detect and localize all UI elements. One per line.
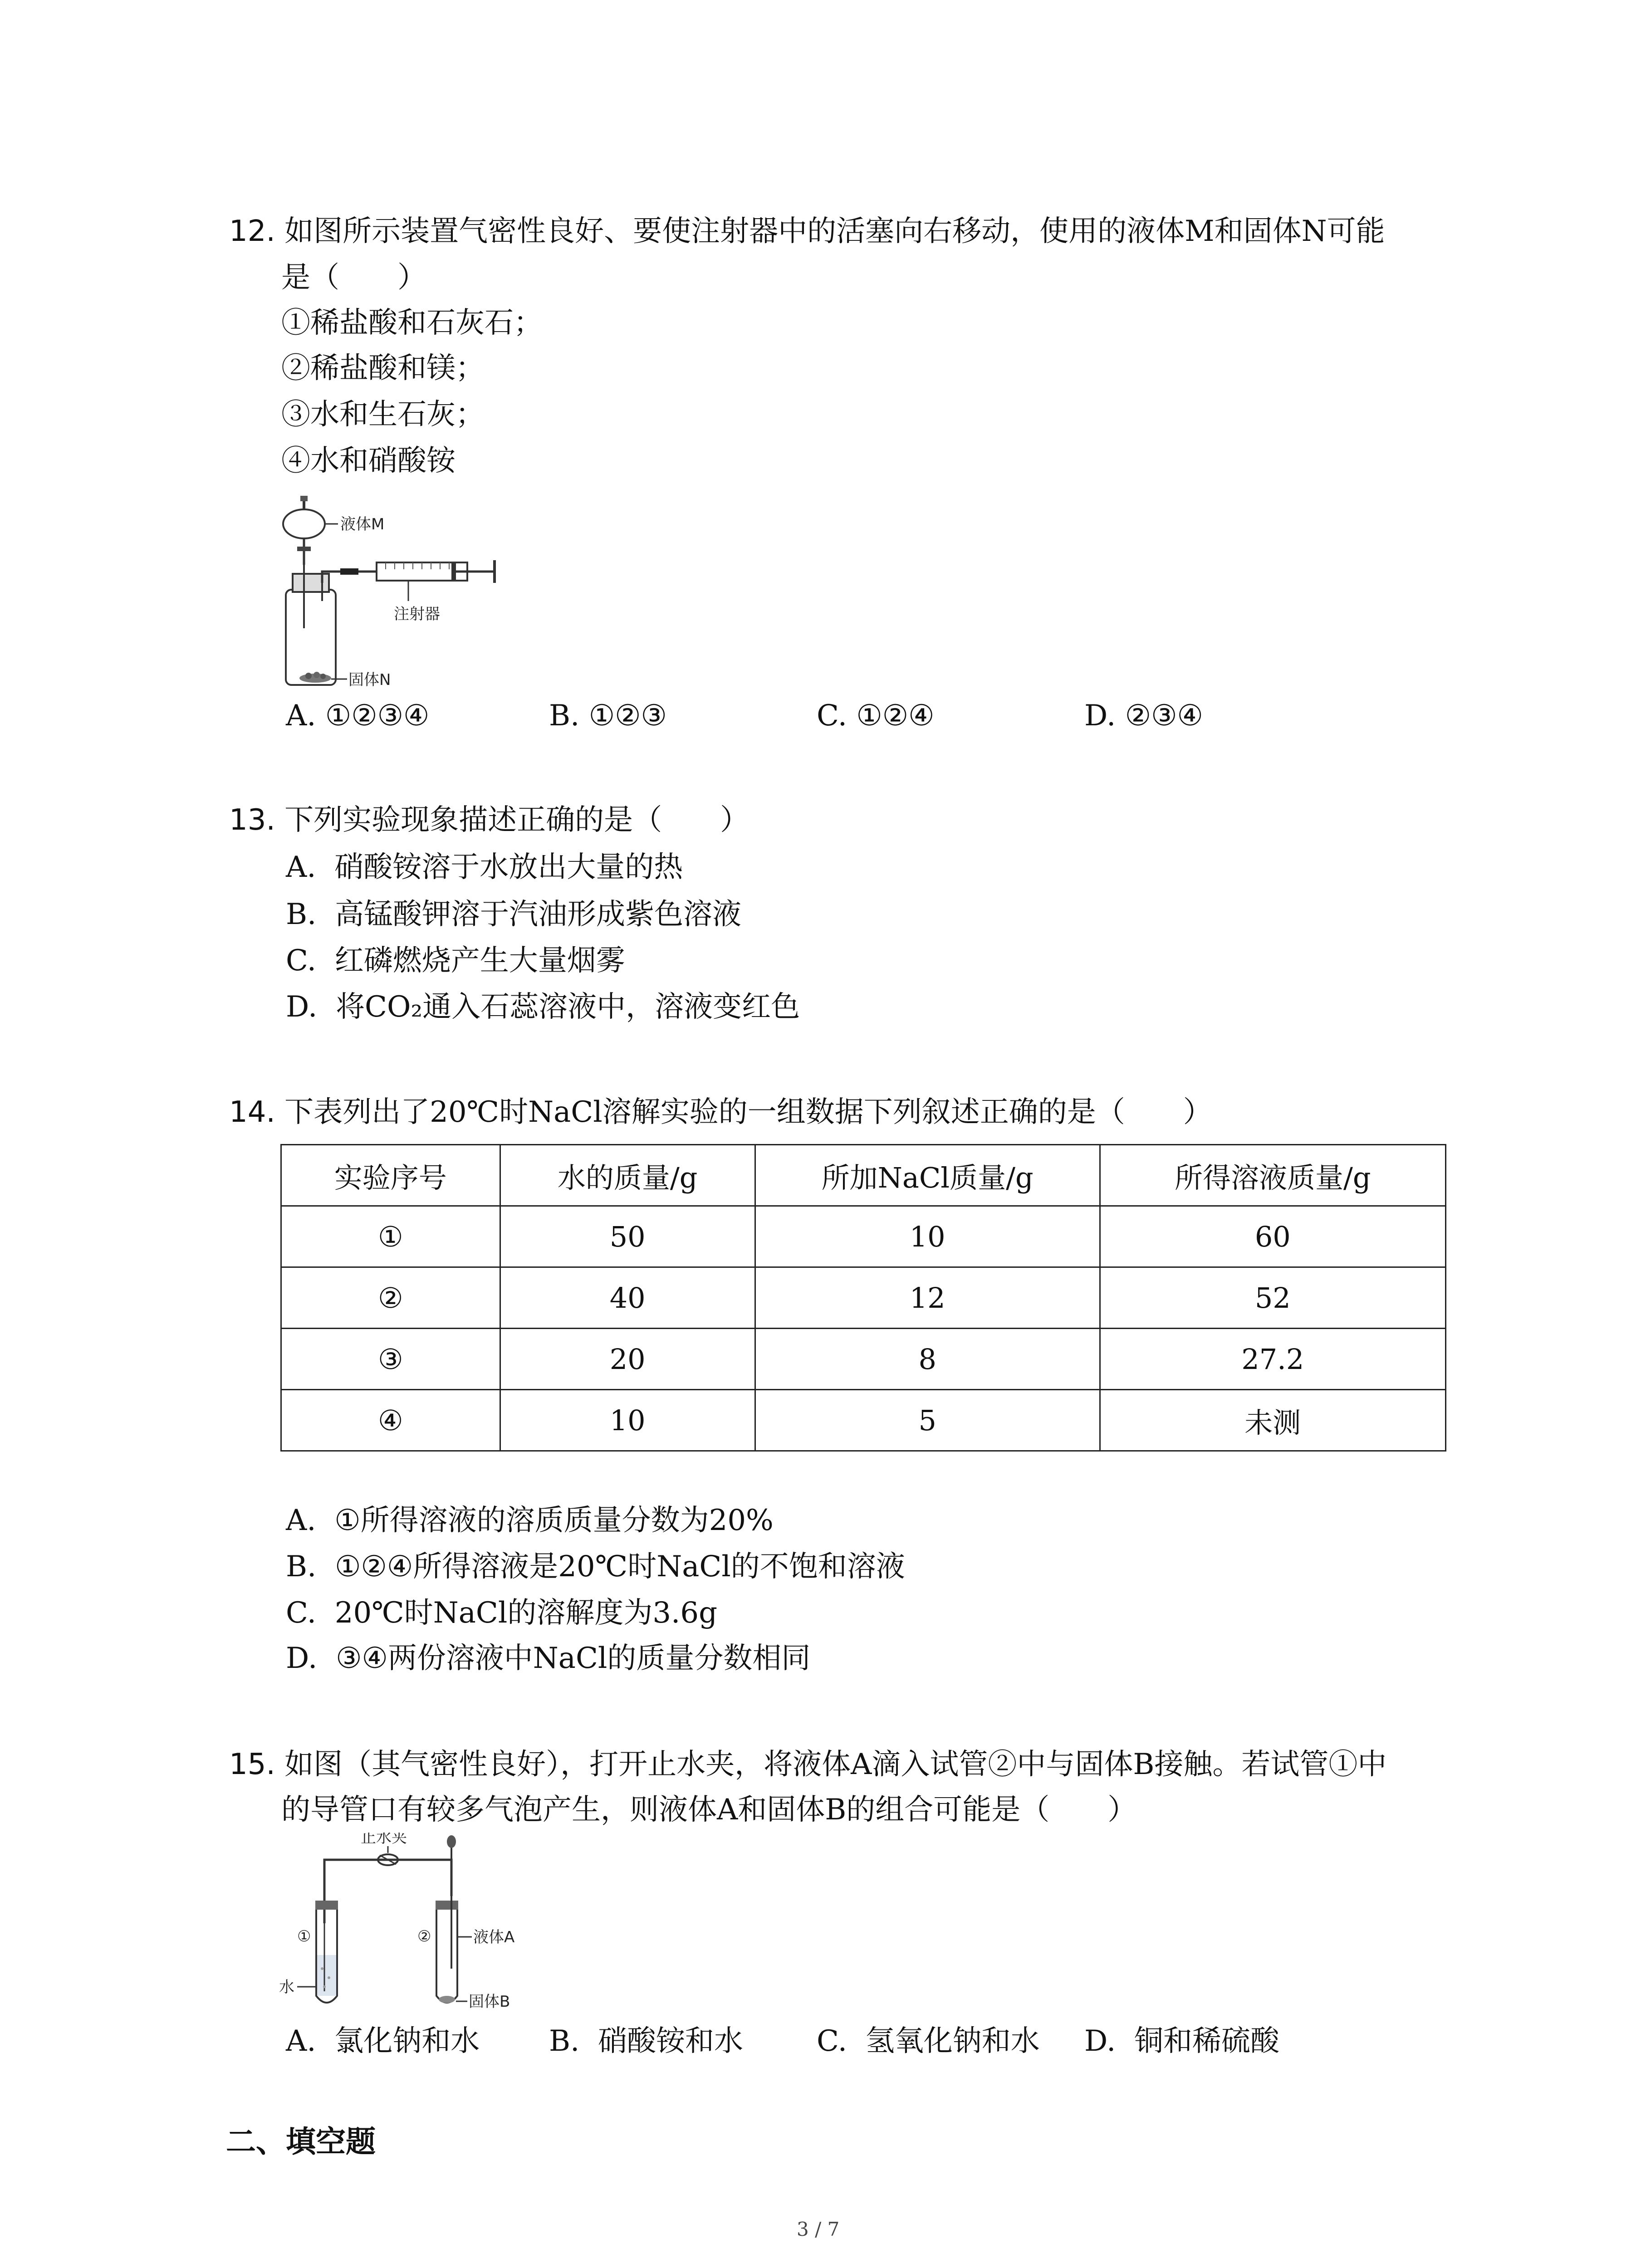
q12-item-4: ④水和硝酸铵 [281,444,456,478]
table-header-cell: 实验序号 [281,1145,500,1206]
table-header-row [281,1145,1446,1206]
table-cell: ③ [281,1329,500,1390]
q14-option-a-label: A. [286,1504,316,1537]
q15-option-d-text: 铜和稀硫酸 [1134,2024,1280,2058]
table-cell: 8 [755,1329,1100,1390]
q14-option-a[interactable] [286,1502,774,1539]
q12-apparatus-figure [272,492,508,696]
q12-label-liquid: 液体M [340,515,385,533]
q13-option-b-label: B. [286,898,317,931]
q14-option-d-label: D. [286,1642,318,1675]
q15-stem-line1 [229,1746,1386,1783]
q12-stem-line1 [229,213,1385,249]
table-cell: 10 [500,1390,755,1451]
q13-option-c-text: 红磷燃烧产生大量烟雾 [334,944,625,978]
q13-option-d-text: 将CO₂通入石蕊溶液中，溶液变红色 [336,990,800,1024]
q14-option-a-text: ①所得溶液的溶质质量分数为20% [334,1504,774,1537]
q14-option-b[interactable] [286,1549,905,1585]
table-cell: ② [281,1267,500,1329]
q15-option-c-text: 氢氧化钠和水 [865,2024,1040,2058]
q12-option-c-text: ①②④ [856,699,935,733]
q13-stem [229,802,749,838]
q13-option-a-text: 硝酸铵溶于水放出大量的热 [334,850,683,884]
q14-option-b-label: B. [286,1550,317,1584]
q12-label-syringe: 注射器 [394,605,440,623]
q15-apparatus-drawing [279,1833,533,2023]
q15-option-b[interactable] [549,2023,743,2059]
table-header-cell: 所加NaCl质量/g [755,1145,1100,1206]
q12-option-c-label: C. [817,699,847,733]
q15-option-c[interactable] [817,2023,1040,2059]
q15-option-d[interactable] [1084,2023,1279,2059]
q12-option-b-label: B. [549,699,580,733]
q14-option-c[interactable] [286,1595,717,1631]
q13-stem-text: 下列实验现象描述正确的是（ ） [284,803,749,837]
table-cell: 12 [755,1267,1100,1329]
q15-stem-text: 如图（其气密性良好），打开止水夹，将液体A滴入试管②中与固体B接触。若试管①中 [284,1748,1387,1781]
q15-stem-line2: 的导管口有较多气泡产生，则液体A和固体B的组合可能是（ ） [281,1793,1137,1827]
q13-number: 13. [229,803,275,837]
section-heading: 二、填空题 [226,2124,376,2159]
q13-option-d[interactable] [286,989,800,1025]
q15-option-a[interactable] [286,2023,480,2059]
table-row [281,1390,1446,1451]
table-header-cell: 水的质量/g [500,1145,755,1206]
q15-label-tube2: ② [417,1927,431,1945]
q12-option-d-text: ②③④ [1125,699,1203,733]
q12-option-c[interactable] [817,698,935,734]
q13-option-a-label: A. [286,850,316,884]
q14-stem [229,1094,1212,1130]
q15-number: 15. [229,1748,275,1781]
q12-option-b-text: ①②③ [588,699,667,733]
table-cell: 40 [500,1267,755,1329]
table-cell: ④ [281,1390,500,1451]
q15-label-water: 水 [279,1978,294,1996]
q15-option-d-label: D. [1084,2024,1116,2058]
table-cell: 5 [755,1390,1100,1451]
q12-option-a-label: A. [286,699,316,733]
q12-option-a-text: ①②③④ [325,699,430,733]
q12-item-1: ①稀盐酸和石灰石； [281,306,543,340]
q13-option-c[interactable] [286,943,625,979]
q14-option-d-text: ③④两份溶液中NaCl的质量分数相同 [336,1642,811,1675]
table-cell: 60 [1100,1206,1445,1267]
q12-item-3: ③水和生石灰； [281,398,485,431]
q14-stem-text: 下表列出了20℃时NaCl溶解实验的一组数据下列叙述正确的是（ ） [284,1095,1212,1129]
table-cell: 10 [755,1206,1100,1267]
table-cell: ① [281,1206,500,1267]
q15-label-tube1: ① [297,1927,311,1945]
q12-option-b[interactable] [549,698,667,734]
table-cell: 50 [500,1206,755,1267]
q13-option-a[interactable] [286,849,683,885]
q14-option-b-text: ①②④所得溶液是20℃时NaCl的不饱和溶液 [335,1550,905,1584]
q15-option-c-label: C. [817,2024,847,2058]
q15-label-liquid: 液体A [473,1928,515,1946]
table-row [281,1329,1446,1390]
q15-option-b-text: 硝酸铵和水 [598,2024,744,2058]
q15-label-clamp: 止水夹 [361,1833,407,1847]
q14-data-table [280,1144,1446,1452]
q12-stem-text: 如图所示装置气密性良好、要使注射器中的活塞向右移动，使用的液体M和固体N可能 [284,215,1385,248]
q12-option-a[interactable] [286,698,429,734]
table-header-cell: 所得溶液质量/g [1100,1145,1445,1206]
table-cell: 未测 [1100,1390,1445,1451]
table-cell: 52 [1100,1267,1445,1329]
q12-item-2: ②稀盐酸和镁； [281,352,485,385]
table-row [281,1267,1446,1329]
q15-apparatus-figure [279,1833,533,2023]
q12-stem-line2: 是（ ） [281,261,426,294]
q14-option-c-text: 20℃时NaCl的溶解度为3.6g [334,1596,718,1630]
page-number: 3 / 7 [797,2218,840,2240]
q15-label-solid: 固体B [469,1993,510,2011]
q14-option-c-label: C. [286,1596,317,1630]
q13-option-b[interactable] [286,896,741,933]
q15-option-a-text: 氯化钠和水 [334,2024,480,2058]
q15-option-a-label: A. [286,2024,316,2058]
q15-option-b-label: B. [549,2024,580,2058]
q12-label-solid: 固体N [348,671,391,689]
q12-option-d[interactable] [1084,698,1203,734]
table-row [281,1206,1446,1267]
q12-number: 12. [229,215,275,248]
q13-option-d-label: D. [286,990,318,1024]
table-cell: 27.2 [1100,1329,1445,1390]
q13-option-b-text: 高锰酸钾溶于汽油形成紫色溶液 [335,898,742,931]
table-cell: 20 [500,1329,755,1390]
q14-number: 14. [229,1095,275,1129]
q12-apparatus-drawing [272,492,508,696]
q13-option-c-label: C. [286,944,317,978]
q14-option-d[interactable] [286,1640,810,1677]
q12-option-d-label: D. [1084,699,1116,733]
